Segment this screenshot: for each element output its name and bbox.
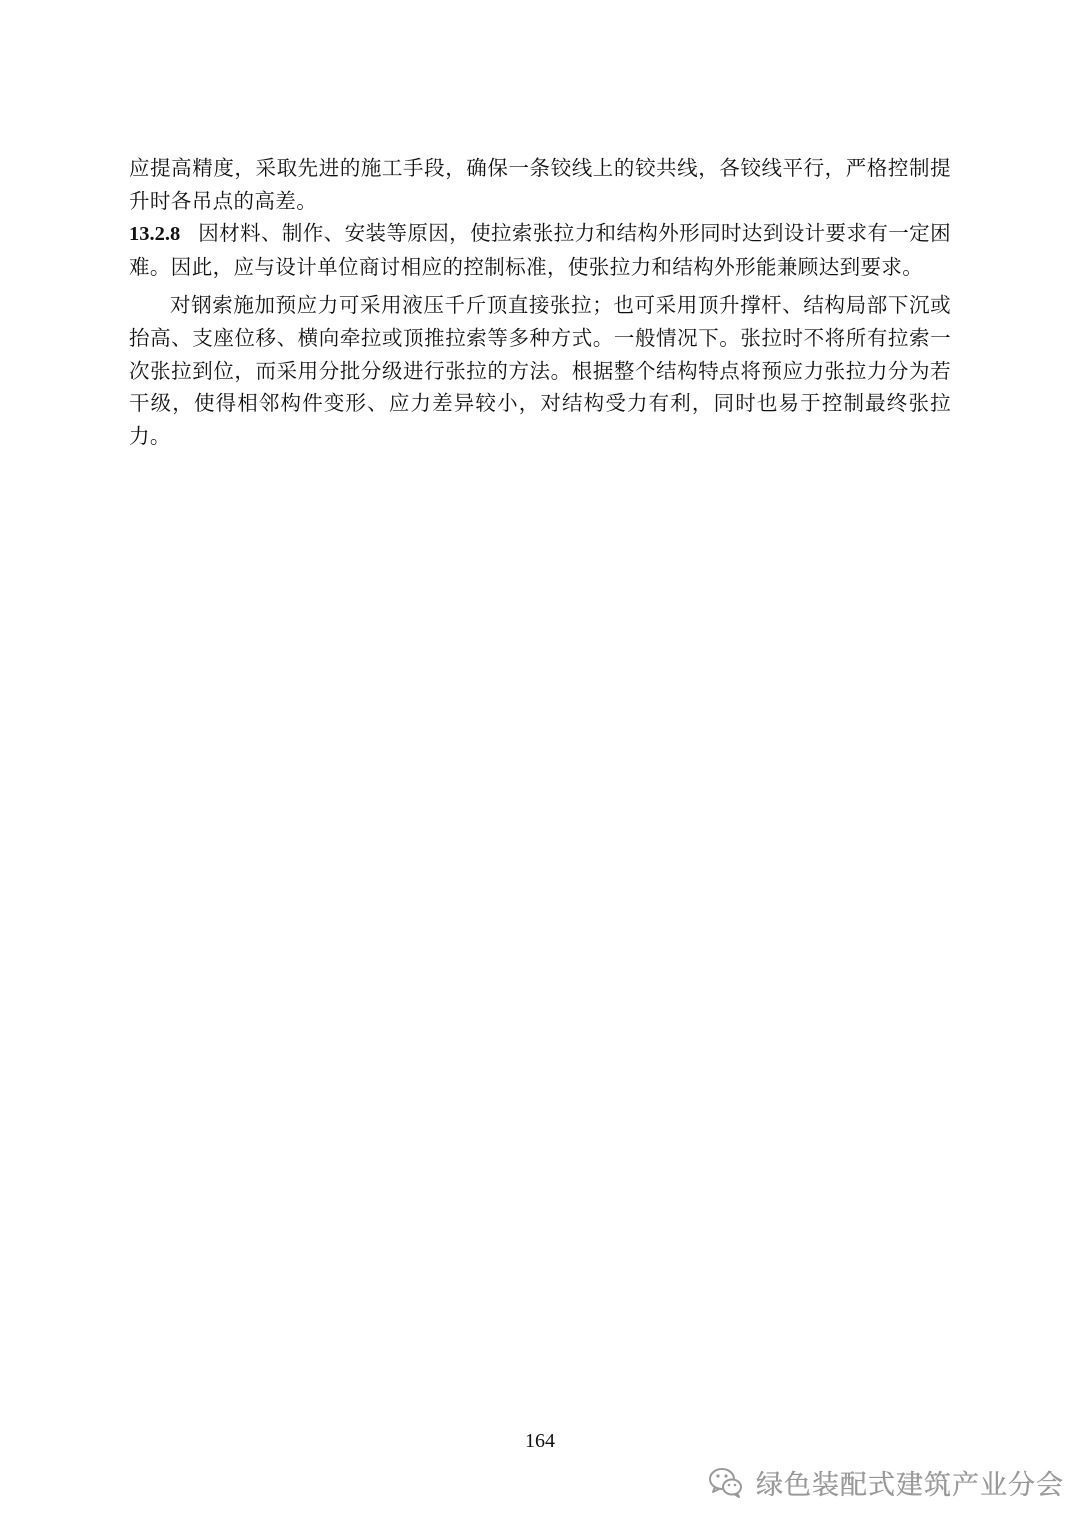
clause-paragraph	[129, 217, 951, 283]
body-text	[129, 152, 951, 452]
clause-number: 13.2.8	[129, 223, 181, 246]
clause-text: 因材料、制作、安装等原因，使拉索张拉力和结构外形同时达到设计要求有一定困难。因此，应与设计单位商讨相应的控制标准，使张拉力和结构外形能兼顾达到要求。	[129, 221, 951, 279]
watermark-text: 绿色装配式建筑产业分会	[756, 1469, 1064, 1501]
watermark	[706, 1462, 1064, 1502]
paragraph-indented: 对钢索施加预应力可采用液压千斤顶直接张拉；也可采用顶升撑杆、结构局部下沉或抬高、支座位移、横向牵拉或顶推拉索等多种方式。一般情况下。张拉时不将所有拉索一次张拉到位，而采用分批分级进行张拉的方法。根据整个结构特点将预应力张拉力分为若干级，使得相邻构件变形、应力差异较小，对结构受力有利，同时也易于控制最终张拉力。	[129, 293, 951, 448]
wechat-icon	[706, 1462, 746, 1502]
page-number: 164	[525, 1430, 555, 1452]
paragraph-continued: 应提高精度，采取先进的施工手段，确保一条铰线上的铰共线，各铰线平行，严格控制提升时各吊点的高差。	[129, 156, 951, 213]
